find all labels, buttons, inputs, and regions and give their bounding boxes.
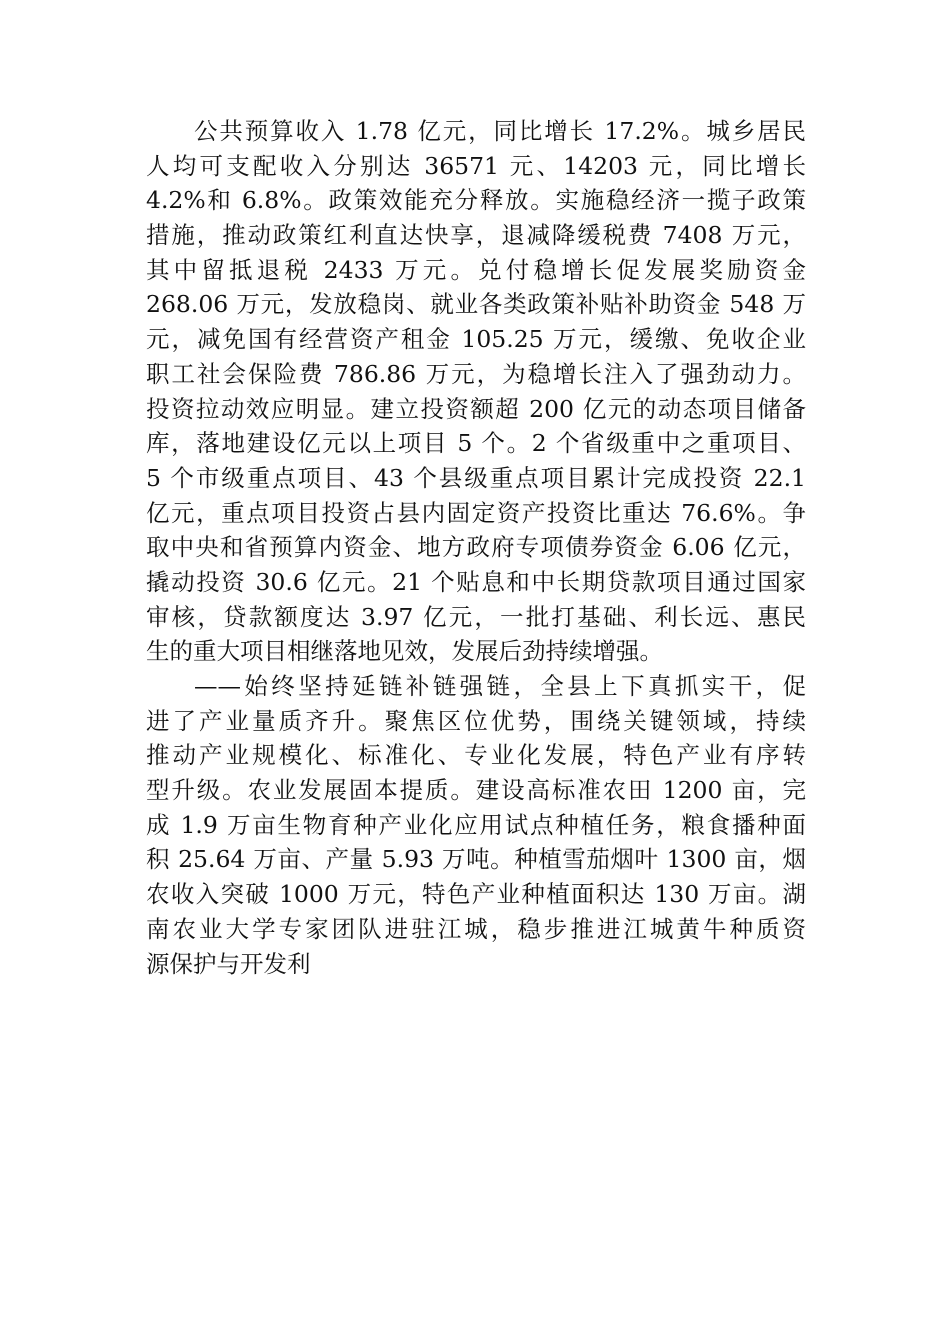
text-line: 亿元，重点项目投资占县内固定资产投资比重达 76.6%。争 xyxy=(146,498,806,527)
text-line: 其中留抵退税 2433 万元。兑付稳增长促发展奖励资金 xyxy=(146,255,806,284)
text-line: 农收入突破 1000 万元，特色产业种植面积达 130 万亩。湖 xyxy=(146,880,806,909)
text-line: 生的重大项目相继落地见效，发展后劲持续增强。 xyxy=(146,637,663,666)
text-line: 推动产业规模化、标准化、专业化发展，特色产业有序转 xyxy=(146,741,806,770)
text-line: 源保护与开发利 xyxy=(146,949,311,978)
text-line: 元，减免国有经营资产租金 105.25 万元，缓缴、免收企业 xyxy=(146,325,806,354)
text-line: 268.06 万元，发放稳岗、就业各类政策补贴补助资金 548 万 xyxy=(146,290,806,319)
text-line: 撬动投资 30.6 亿元。21 个贴息和中长期贷款项目通过国家 xyxy=(146,567,806,596)
text-line: 南农业大学专家团队进驻江城，稳步推进江城黄牛种质资 xyxy=(146,914,806,943)
text-line: ——始终坚持延链补链强链，全县上下真抓实干，促 xyxy=(194,672,806,700)
text-line: 5 个市级重点项目、43 个县级重点项目累计完成投资 22.1 xyxy=(146,463,806,492)
text-line: 4.2%和 6.8%。政策效能充分释放。实施稳经济一揽子政策 xyxy=(146,186,806,215)
text-line: 人均可支配收入分别达 36571 元、14203 元，同比增长 xyxy=(146,151,806,180)
text-line: 审核，贷款额度达 3.97 亿元，一批打基础、利长远、惠民 xyxy=(146,602,806,631)
document-body xyxy=(146,114,806,981)
text-line: 公共预算收入 1.78 亿元，同比增长 17.2%。城乡居民 xyxy=(194,117,806,145)
text-line: 成 1.9 万亩生物育种产业化应用试点种植任务，粮食播种面 xyxy=(146,810,806,839)
text-line: 措施，推动政策红利直达快享，退减降缓税费 7408 万元， xyxy=(146,221,806,250)
text-line: 库，落地建设亿元以上项目 5 个。2 个省级重中之重项目、 xyxy=(146,429,806,458)
text-line: 进了产业量质齐升。聚焦区位优势，围绕关键领域，持续 xyxy=(146,706,806,735)
text-line: 型升级。农业发展固本提质。建设高标准农田 1200 亩，完 xyxy=(146,776,806,805)
text-line: 职工社会保险费 786.86 万元，为稳增长注入了强劲动力。 xyxy=(146,359,806,388)
text-line: 取中央和省预算内资金、地方政府专项债券资金 6.06 亿元， xyxy=(146,533,806,562)
text-line: 积 25.64 万亩、产量 5.93 万吨。种植雪茄烟叶 1300 亩，烟 xyxy=(146,845,806,874)
text-line: 投资拉动效应明显。建立投资额超 200 亿元的动态项目储备 xyxy=(146,394,806,423)
